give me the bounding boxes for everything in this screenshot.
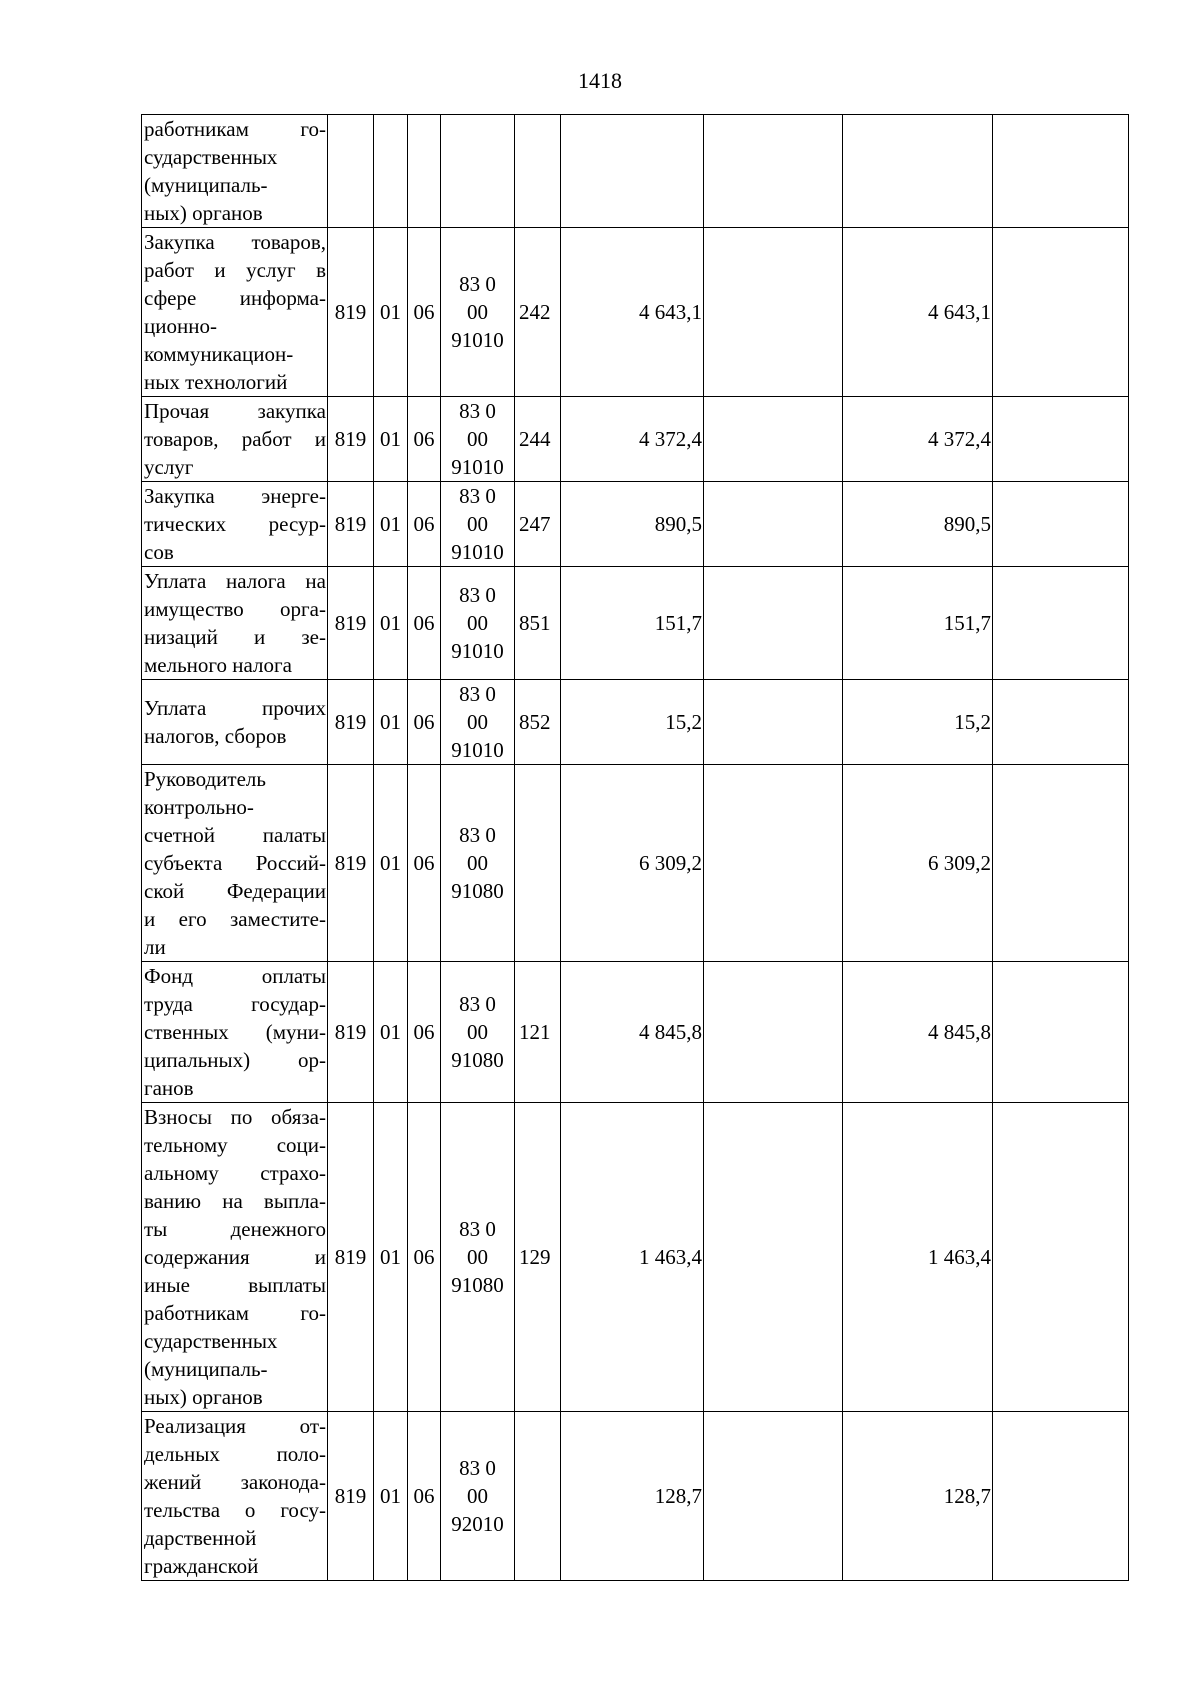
expense-name-cell <box>142 228 328 397</box>
expense-name-line: имущество орга- <box>144 597 326 621</box>
section-cell: 01 <box>374 228 408 397</box>
table-body <box>142 115 1129 1581</box>
grbs-cell <box>328 115 374 228</box>
expense-name-line: ных технологий <box>144 370 288 394</box>
grbs-cell: 819 <box>328 397 374 482</box>
target-article-cell <box>441 765 515 962</box>
target-article-line: 83 0 <box>459 992 496 1016</box>
subsection-cell: 06 <box>408 1103 441 1412</box>
expense-name-line: ственных (муни- <box>144 1020 326 1044</box>
target-article-line: 83 0 <box>459 272 496 296</box>
expense-name-line: налогов, сборов <box>144 724 287 748</box>
expense-name-cell <box>142 765 328 962</box>
amount-second-cell <box>704 680 843 765</box>
amount-third-cell: 15,2 <box>843 680 993 765</box>
target-article-line: 91080 <box>451 879 504 903</box>
subsection-cell: 06 <box>408 567 441 680</box>
subsection-cell: 06 <box>408 1412 441 1581</box>
amount-third-cell: 6 309,2 <box>843 765 993 962</box>
expense-name-line: альному страхо- <box>144 1161 326 1185</box>
grbs-cell: 819 <box>328 567 374 680</box>
amount-total-cell: 4 372,4 <box>561 397 704 482</box>
expense-name-line: Закупка энерге- <box>144 484 326 508</box>
table-row <box>142 567 1129 680</box>
target-article-line: 83 0 <box>459 1456 496 1480</box>
amount-fourth-cell <box>993 228 1129 397</box>
expense-name-line: Фонд оплаты <box>144 964 326 988</box>
expense-name-line: сфере информа- <box>144 286 326 310</box>
expense-name-line: Закупка товаров, <box>144 230 326 254</box>
expense-name-line: (муниципаль- <box>144 1357 268 1381</box>
expense-name-line: ных) органов <box>144 1385 263 1409</box>
page-number: 1418 <box>578 68 622 93</box>
amount-second-cell <box>704 397 843 482</box>
expense-name-line: дельных поло- <box>144 1442 326 1466</box>
target-article-cell <box>441 228 515 397</box>
expense-name-line: содержания и <box>144 1245 326 1269</box>
target-article-cell <box>441 962 515 1103</box>
expense-name-line: услуг <box>144 455 194 479</box>
target-article-line: 83 0 <box>459 583 496 607</box>
section-cell: 01 <box>374 397 408 482</box>
expense-type-cell <box>515 1412 561 1581</box>
expense-name-line: ли <box>144 935 166 959</box>
expense-name-cell <box>142 1412 328 1581</box>
grbs-cell: 819 <box>328 680 374 765</box>
section-cell: 01 <box>374 962 408 1103</box>
table-row <box>142 765 1129 962</box>
expense-name-line: низаций и зе- <box>144 625 326 649</box>
amount-fourth-cell <box>993 765 1129 962</box>
expense-type-cell: 851 <box>515 567 561 680</box>
expense-name-line: Руководитель <box>144 767 266 791</box>
target-article-line: 91010 <box>451 738 504 762</box>
grbs-cell: 819 <box>328 962 374 1103</box>
section-cell: 01 <box>374 1412 408 1581</box>
subsection-cell: 06 <box>408 397 441 482</box>
expense-type-cell <box>515 765 561 962</box>
expense-name-line: субъекта Россий- <box>144 851 326 875</box>
expense-name-cell <box>142 115 328 228</box>
grbs-cell: 819 <box>328 765 374 962</box>
section-cell: 01 <box>374 680 408 765</box>
target-article-line: 83 0 <box>459 682 496 706</box>
expense-name-line: товаров, работ и <box>144 427 326 451</box>
expense-name-line: ты денежного <box>144 1217 326 1241</box>
expense-name-line: ципальных) ор- <box>144 1048 326 1072</box>
expense-name-line: жений законода- <box>144 1470 326 1494</box>
subsection-cell: 06 <box>408 228 441 397</box>
grbs-cell: 819 <box>328 228 374 397</box>
amount-total-cell: 6 309,2 <box>561 765 704 962</box>
expense-name-line: труда государ- <box>144 992 326 1016</box>
amount-third-cell: 1 463,4 <box>843 1103 993 1412</box>
expense-name-line: работникам го- <box>144 1301 326 1325</box>
subsection-cell: 06 <box>408 680 441 765</box>
expense-type-cell: 247 <box>515 482 561 567</box>
expense-name-line: контрольно- <box>144 795 254 819</box>
subsection-cell: 06 <box>408 482 441 567</box>
section-cell <box>374 115 408 228</box>
amount-second-cell <box>704 115 843 228</box>
amount-second-cell <box>704 1412 843 1581</box>
target-article-line: 00 <box>467 512 488 536</box>
expense-name-line: иные выплаты <box>144 1273 326 1297</box>
amount-total-cell <box>561 115 704 228</box>
amount-second-cell <box>704 765 843 962</box>
target-article-line: 92010 <box>451 1512 504 1536</box>
table-row <box>142 680 1129 765</box>
expense-type-cell: 242 <box>515 228 561 397</box>
section-cell: 01 <box>374 1103 408 1412</box>
amount-total-cell: 128,7 <box>561 1412 704 1581</box>
target-article-cell <box>441 680 515 765</box>
expense-name-line: коммуникацион- <box>144 342 294 366</box>
amount-third-cell: 890,5 <box>843 482 993 567</box>
expense-name-line: сов <box>144 540 174 564</box>
target-article-line: 00 <box>467 300 488 324</box>
amount-total-cell: 4 845,8 <box>561 962 704 1103</box>
expense-name-line: работникам го- <box>144 117 326 141</box>
amount-third-cell <box>843 115 993 228</box>
grbs-cell: 819 <box>328 1103 374 1412</box>
target-article-cell <box>441 482 515 567</box>
target-article-line: 83 0 <box>459 823 496 847</box>
target-article-line: 00 <box>467 1020 488 1044</box>
amount-third-cell: 151,7 <box>843 567 993 680</box>
table-row <box>142 962 1129 1103</box>
amount-fourth-cell <box>993 397 1129 482</box>
amount-second-cell <box>704 962 843 1103</box>
target-article-cell <box>441 115 515 228</box>
expense-name-cell <box>142 567 328 680</box>
target-article-line: 00 <box>467 1484 488 1508</box>
amount-third-cell: 4 372,4 <box>843 397 993 482</box>
expense-name-line: счетной палаты <box>144 823 326 847</box>
expense-name-line: Взносы по обяза- <box>144 1105 326 1129</box>
amount-second-cell <box>704 1103 843 1412</box>
table-row <box>142 115 1129 228</box>
amount-total-cell: 151,7 <box>561 567 704 680</box>
subsection-cell: 06 <box>408 765 441 962</box>
table-row <box>142 1412 1129 1581</box>
target-article-line: 91010 <box>451 639 504 663</box>
target-article-line: 83 0 <box>459 399 496 423</box>
section-cell: 01 <box>374 765 408 962</box>
target-article-cell <box>441 1412 515 1581</box>
expense-type-cell <box>515 115 561 228</box>
expense-name-line: Реализация от- <box>144 1414 326 1438</box>
grbs-cell: 819 <box>328 1412 374 1581</box>
section-cell: 01 <box>374 482 408 567</box>
amount-fourth-cell <box>993 1103 1129 1412</box>
expense-name-cell <box>142 962 328 1103</box>
expense-type-cell: 129 <box>515 1103 561 1412</box>
target-article-line: 00 <box>467 611 488 635</box>
expense-name-line: сударственных <box>144 145 278 169</box>
target-article-line: 00 <box>467 851 488 875</box>
table-row <box>142 228 1129 397</box>
target-article-line: 91080 <box>451 1048 504 1072</box>
amount-total-cell: 1 463,4 <box>561 1103 704 1412</box>
expense-name-cell <box>142 1103 328 1412</box>
expense-name-line: (муниципаль- <box>144 173 268 197</box>
expense-name-line: работ и услуг в <box>144 258 326 282</box>
target-article-line: 91010 <box>451 455 504 479</box>
target-article-line: 00 <box>467 710 488 734</box>
amount-fourth-cell <box>993 962 1129 1103</box>
amount-fourth-cell <box>993 115 1129 228</box>
amount-total-cell: 15,2 <box>561 680 704 765</box>
target-article-line: 00 <box>467 1245 488 1269</box>
section-cell: 01 <box>374 567 408 680</box>
amount-second-cell <box>704 482 843 567</box>
amount-second-cell <box>704 228 843 397</box>
target-article-line: 91080 <box>451 1273 504 1297</box>
target-article-line: 91010 <box>451 540 504 564</box>
budget-table <box>141 114 1129 1581</box>
target-article-line: 91010 <box>451 328 504 352</box>
amount-third-cell: 4 643,1 <box>843 228 993 397</box>
amount-second-cell <box>704 567 843 680</box>
expense-type-cell: 121 <box>515 962 561 1103</box>
expense-name-line: тельному соци- <box>144 1133 326 1157</box>
amount-fourth-cell <box>993 567 1129 680</box>
amount-fourth-cell <box>993 1412 1129 1581</box>
amount-fourth-cell <box>993 680 1129 765</box>
target-article-line: 83 0 <box>459 1217 496 1241</box>
amount-total-cell: 890,5 <box>561 482 704 567</box>
expense-name-line: ванию на выпла- <box>144 1189 326 1213</box>
expense-name-line: тельства о госу- <box>144 1498 326 1522</box>
grbs-cell: 819 <box>328 482 374 567</box>
expense-name-line: Уплата прочих <box>144 696 326 720</box>
expense-type-cell: 852 <box>515 680 561 765</box>
expense-name-line: ционно- <box>144 314 217 338</box>
amount-third-cell: 4 845,8 <box>843 962 993 1103</box>
amount-total-cell: 4 643,1 <box>561 228 704 397</box>
amount-fourth-cell <box>993 482 1129 567</box>
expense-name-cell <box>142 397 328 482</box>
table-row <box>142 1103 1129 1412</box>
expense-name-line: ганов <box>144 1076 194 1100</box>
target-article-line: 00 <box>467 427 488 451</box>
subsection-cell: 06 <box>408 962 441 1103</box>
expense-name-line: мельного налога <box>144 653 292 677</box>
expense-name-line: ных) органов <box>144 201 263 225</box>
table-row <box>142 397 1129 482</box>
expense-name-line: сударственных <box>144 1329 278 1353</box>
amount-third-cell: 128,7 <box>843 1412 993 1581</box>
expense-name-line: Прочая закупка <box>144 399 326 423</box>
table-row <box>142 482 1129 567</box>
target-article-cell <box>441 1103 515 1412</box>
expense-name-line: тических ресур- <box>144 512 326 536</box>
target-article-cell <box>441 397 515 482</box>
target-article-line: 83 0 <box>459 484 496 508</box>
expense-type-cell: 244 <box>515 397 561 482</box>
target-article-cell <box>441 567 515 680</box>
expense-name-cell <box>142 482 328 567</box>
expense-name-line: дарственной <box>144 1526 257 1550</box>
expense-name-line: гражданской <box>144 1554 259 1578</box>
subsection-cell <box>408 115 441 228</box>
expense-name-line: Уплата налога на <box>144 569 326 593</box>
expense-name-line: ской Федерации <box>144 879 326 903</box>
expense-name-line: и его заместите- <box>144 907 326 931</box>
expense-name-cell <box>142 680 328 765</box>
